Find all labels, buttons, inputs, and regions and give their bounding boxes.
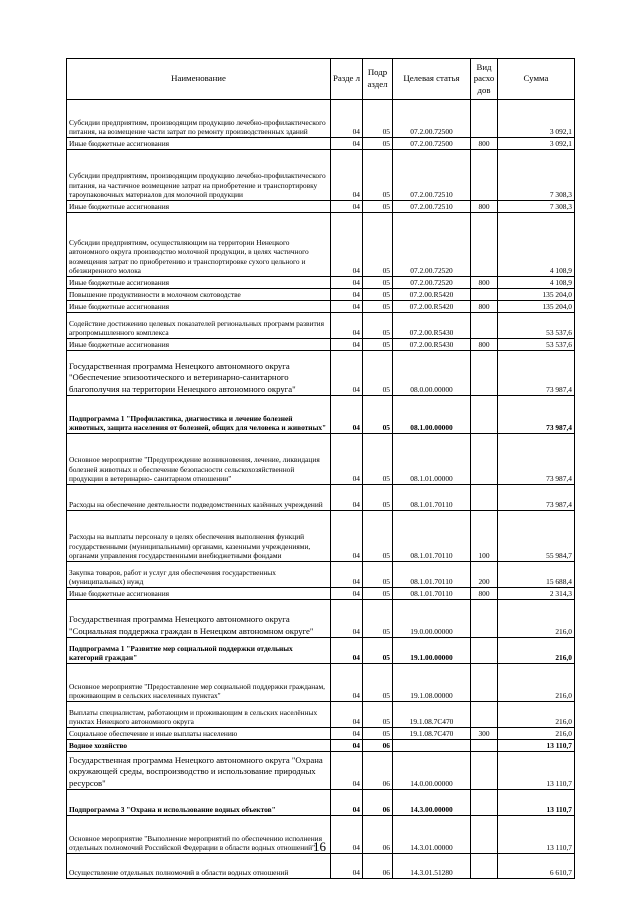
row-vid: [471, 213, 498, 277]
row-name: Субсидии предприятиям, осуществляющим на территории Ненецкого автономного округа производство молочной продукции, в целях частичного возмещения затрат по приобретению и транспортировке сухого цельного и обезжиренного молока: [67, 213, 331, 277]
row-razdel: 04: [331, 740, 363, 752]
row-vid: [471, 638, 498, 664]
row-vid: 200: [471, 562, 498, 588]
table-row: [67, 100, 575, 138]
row-sum: 53 537,6: [498, 313, 575, 339]
row-razdel: 04: [331, 638, 363, 664]
row-razdel: 04: [331, 301, 363, 313]
row-vid: 800: [471, 201, 498, 213]
row-razdel: 04: [331, 396, 363, 434]
row-vid: [471, 434, 498, 485]
row-podrazdel: 05: [363, 702, 393, 728]
row-name: Иные бюджетные ассигнования: [67, 138, 331, 150]
row-sum: 73 987,4: [498, 396, 575, 434]
row-razdel: 04: [331, 816, 363, 854]
row-razdel: 04: [331, 100, 363, 138]
row-name: Иные бюджетные ассигнования: [67, 339, 331, 351]
row-razdel: 04: [331, 201, 363, 213]
row-sum: 55 984,7: [498, 511, 575, 562]
row-podrazdel: 05: [363, 434, 393, 485]
row-sum: 4 108,9: [498, 277, 575, 289]
row-name: Государственная программа Ненецкого автономного округа "Обеспечение эпизоотического и ветеринарно-санитарного благополучия на территории Ненецкого автономного округа": [67, 351, 331, 396]
row-vid: 300: [471, 728, 498, 740]
table-header-row: [67, 59, 575, 100]
row-target: 07.2.00.72520: [393, 213, 471, 277]
row-podrazdel: 06: [363, 816, 393, 854]
row-vid: 800: [471, 588, 498, 600]
row-sum: 13 110,7: [498, 752, 575, 790]
row-razdel: 04: [331, 702, 363, 728]
row-vid: [471, 854, 498, 879]
row-sum: 6 610,7: [498, 854, 575, 879]
row-podrazdel: 05: [363, 150, 393, 201]
row-name: Расходы на обеспечение деятельности подведомственных казённых учреждений: [67, 485, 331, 511]
row-podrazdel: 06: [363, 752, 393, 790]
row-razdel: 04: [331, 664, 363, 702]
row-sum: 216,0: [498, 664, 575, 702]
row-podrazdel: 05: [363, 562, 393, 588]
row-razdel: 04: [331, 588, 363, 600]
row-name: Иные бюджетные ассигнования: [67, 201, 331, 213]
row-razdel: 04: [331, 289, 363, 301]
row-name: Субсидии предприятиям, производящим продукцию лечебно-профилактического питания, на возмещение части затрат по ремонту производственных зданий: [67, 100, 331, 138]
row-sum: 7 308,3: [498, 150, 575, 201]
row-razdel: 04: [331, 600, 363, 638]
row-podrazdel: 05: [363, 396, 393, 434]
row-name: Выплаты специалистам, работающим и проживающим в сельских населённых пунктах Ненецкого автономного округа: [67, 702, 331, 728]
row-vid: [471, 289, 498, 301]
table-row: [67, 511, 575, 562]
table-row: [67, 351, 575, 396]
table-row: [67, 702, 575, 728]
row-target: 08.1.01.70110: [393, 511, 471, 562]
row-podrazdel: 05: [363, 728, 393, 740]
row-sum: 135 204,0: [498, 301, 575, 313]
row-vid: [471, 150, 498, 201]
row-sum: 216,0: [498, 728, 575, 740]
table-row: [67, 790, 575, 816]
row-podrazdel: 05: [363, 313, 393, 339]
row-target: 19.0.00.00000: [393, 600, 471, 638]
row-name: Субсидии предприятиям, производящим продукцию лечебно-профилактического питания, на частичное возмещение затрат на приобретение и транспортировку тароупаковочных материалов для молочной продукции: [67, 150, 331, 201]
row-podrazdel: 05: [363, 600, 393, 638]
row-podrazdel: 05: [363, 213, 393, 277]
row-name: Государственная программа Ненецкого автономного округа "Социальная поддержка граждан в Ненецком автономном округе": [67, 600, 331, 638]
row-name: Осуществление отдельных полномочий в области водных отношений: [67, 854, 331, 879]
row-target: 19.1.08.7С470: [393, 728, 471, 740]
row-name: Основное мероприятие "Предупреждение возникновения, лечение, ликвидация болезней животных и обеспечение безопасности сельскохозяйственной продукции в ветеринарно- санитарном отношении": [67, 434, 331, 485]
row-sum: 15 688,4: [498, 562, 575, 588]
row-target: 14.0.00.00000: [393, 752, 471, 790]
row-podrazdel: 05: [363, 664, 393, 702]
row-sum: 2 314,3: [498, 588, 575, 600]
row-name: Социальное обеспечение и иные выплаты населению: [67, 728, 331, 740]
row-name: Иные бюджетные ассигнования: [67, 301, 331, 313]
row-razdel: 04: [331, 150, 363, 201]
row-razdel: 04: [331, 351, 363, 396]
table-row: [67, 289, 575, 301]
row-target: 14.3.00.00000: [393, 790, 471, 816]
table-row: [67, 638, 575, 664]
row-podrazdel: 05: [363, 138, 393, 150]
row-sum: 13 110,7: [498, 740, 575, 752]
row-razdel: 04: [331, 728, 363, 740]
table-row: [67, 201, 575, 213]
page-number: 16: [313, 839, 326, 854]
row-name: Подпрограмма 3 "Охрана и использование водных объектов": [67, 790, 331, 816]
row-vid: [471, 100, 498, 138]
row-target: 08.1.01.70110: [393, 485, 471, 511]
row-podrazdel: 05: [363, 588, 393, 600]
row-podrazdel: 05: [363, 351, 393, 396]
row-podrazdel: 05: [363, 201, 393, 213]
header-target: Целевая статья: [393, 59, 471, 100]
header-podrazdel: Подр аздел: [363, 59, 393, 100]
row-target: 07.2.00.72520: [393, 277, 471, 289]
row-name: Иные бюджетные ассигнования: [67, 277, 331, 289]
row-target: 19.1.00.00000: [393, 638, 471, 664]
row-sum: 216,0: [498, 600, 575, 638]
row-razdel: 04: [331, 511, 363, 562]
row-name: Содействие достижению целевых показателей региональных программ развития агропромышленного комплекса: [67, 313, 331, 339]
row-sum: 53 537,6: [498, 339, 575, 351]
row-razdel: 04: [331, 213, 363, 277]
row-vid: 100: [471, 511, 498, 562]
row-vid: [471, 313, 498, 339]
header-razdel: Разде л: [331, 59, 363, 100]
row-podrazdel: 05: [363, 485, 393, 511]
header-sum: Сумма: [498, 59, 575, 100]
row-name: Иные бюджетные ассигнования: [67, 588, 331, 600]
row-vid: [471, 702, 498, 728]
row-target: 08.1.01.70110: [393, 588, 471, 600]
row-podrazdel: 05: [363, 301, 393, 313]
table-row: [67, 277, 575, 289]
row-sum: 73 987,4: [498, 351, 575, 396]
row-vid: 800: [471, 277, 498, 289]
row-sum: 216,0: [498, 702, 575, 728]
row-podrazdel: 05: [363, 511, 393, 562]
row-vid: [471, 790, 498, 816]
row-razdel: 04: [331, 313, 363, 339]
row-target: 08.1.01.00000: [393, 434, 471, 485]
row-sum: 3 092,1: [498, 138, 575, 150]
row-podrazdel: 06: [363, 790, 393, 816]
row-sum: 73 987,4: [498, 485, 575, 511]
row-sum: 4 108,9: [498, 213, 575, 277]
header-name: Наименование: [67, 59, 331, 100]
row-vid: [471, 396, 498, 434]
row-target: 07.2.00.R5430: [393, 313, 471, 339]
table-row: [67, 396, 575, 434]
row-razdel: 04: [331, 854, 363, 879]
table-row: [67, 301, 575, 313]
row-target: 07.2.00.R5420: [393, 301, 471, 313]
table-row: [67, 728, 575, 740]
row-sum: 135 204,0: [498, 289, 575, 301]
table-row: [67, 313, 575, 339]
table-row: [67, 854, 575, 879]
row-sum: 13 110,7: [498, 790, 575, 816]
row-podrazdel: 05: [363, 100, 393, 138]
table-row: [67, 600, 575, 638]
row-podrazdel: 05: [363, 289, 393, 301]
row-name: Государственная программа Ненецкого автономного округа "Охрана окружающей среды, воспроизводство и использование природных ресурсов": [67, 752, 331, 790]
row-podrazdel: 05: [363, 638, 393, 664]
header-vid: Вид расхо дов: [471, 59, 498, 100]
row-target: 07.2.00.R5420: [393, 289, 471, 301]
row-razdel: 04: [331, 485, 363, 511]
table-row: [67, 740, 575, 752]
row-target: 19.1.08.7С470: [393, 702, 471, 728]
table-row: [67, 562, 575, 588]
row-vid: [471, 752, 498, 790]
row-razdel: 04: [331, 562, 363, 588]
row-target: 14.3.01.00000: [393, 816, 471, 854]
row-target: 08.1.00.00000: [393, 396, 471, 434]
row-vid: 800: [471, 301, 498, 313]
row-target: 14.3.01.51280: [393, 854, 471, 879]
row-podrazdel: 05: [363, 339, 393, 351]
table-row: [67, 434, 575, 485]
row-razdel: 04: [331, 277, 363, 289]
table-row: [67, 213, 575, 277]
table-row: [67, 588, 575, 600]
row-target: 07.2.00.72510: [393, 201, 471, 213]
table-row: [67, 150, 575, 201]
row-name: Подпрограмма 1 "Развитие мер социальной поддержки отдельных категорий граждан": [67, 638, 331, 664]
row-sum: 73 987,4: [498, 434, 575, 485]
row-razdel: 04: [331, 790, 363, 816]
table-row: [67, 339, 575, 351]
row-razdel: 04: [331, 434, 363, 485]
table-row: [67, 752, 575, 790]
row-vid: [471, 664, 498, 702]
row-target: [393, 740, 471, 752]
row-name: Основное мероприятие "Выполнение мероприятий по обеспечению исполнения отдельных полномочий Российской Федерации в области водных отношений": [67, 816, 331, 854]
row-vid: 800: [471, 138, 498, 150]
row-vid: [471, 351, 498, 396]
row-name: Основное мероприятие "Предоставление мер социальной поддержки гражданам, проживающим в сельских населенных пунктах": [67, 664, 331, 702]
table-row: [67, 485, 575, 511]
row-vid: 800: [471, 339, 498, 351]
row-sum: 3 092,1: [498, 100, 575, 138]
row-target: 07.2.00.R5430: [393, 339, 471, 351]
row-podrazdel: 06: [363, 854, 393, 879]
row-target: 07.2.00.72500: [393, 138, 471, 150]
row-target: 08.0.00.00000: [393, 351, 471, 396]
row-target: 07.2.00.72510: [393, 150, 471, 201]
budget-table: [66, 58, 575, 879]
row-sum: 216,0: [498, 638, 575, 664]
row-razdel: 04: [331, 752, 363, 790]
row-name: Водное хозяйство: [67, 740, 331, 752]
row-vid: [471, 485, 498, 511]
row-target: 07.2.00.72500: [393, 100, 471, 138]
row-vid: [471, 740, 498, 752]
row-razdel: 04: [331, 138, 363, 150]
row-name: Повышение продуктивности в молочном скотоводстве: [67, 289, 331, 301]
row-name: Закупка товаров, работ и услуг для обеспечения государственных (муниципальных) нужд: [67, 562, 331, 588]
table-row: [67, 138, 575, 150]
table-row: [67, 664, 575, 702]
row-sum: 13 110,7: [498, 816, 575, 854]
row-podrazdel: 06: [363, 740, 393, 752]
row-name: Расходы на выплаты персоналу в целях обеспечения выполнения функций государственными (муниципальными) органами, казенными учреждениями, органами управления государственными внебюджетными фондами: [67, 511, 331, 562]
row-target: 08.1.01.70110: [393, 562, 471, 588]
row-name: Подпрограмма 1 "Профилактика, диагностика и лечение болезней животных, защита населения от болезней, общих для человека и животных": [67, 396, 331, 434]
row-razdel: 04: [331, 339, 363, 351]
table-body: [67, 100, 575, 879]
row-podrazdel: 05: [363, 277, 393, 289]
row-sum: 7 308,3: [498, 201, 575, 213]
row-vid: [471, 600, 498, 638]
row-target: 19.1.08.00000: [393, 664, 471, 702]
